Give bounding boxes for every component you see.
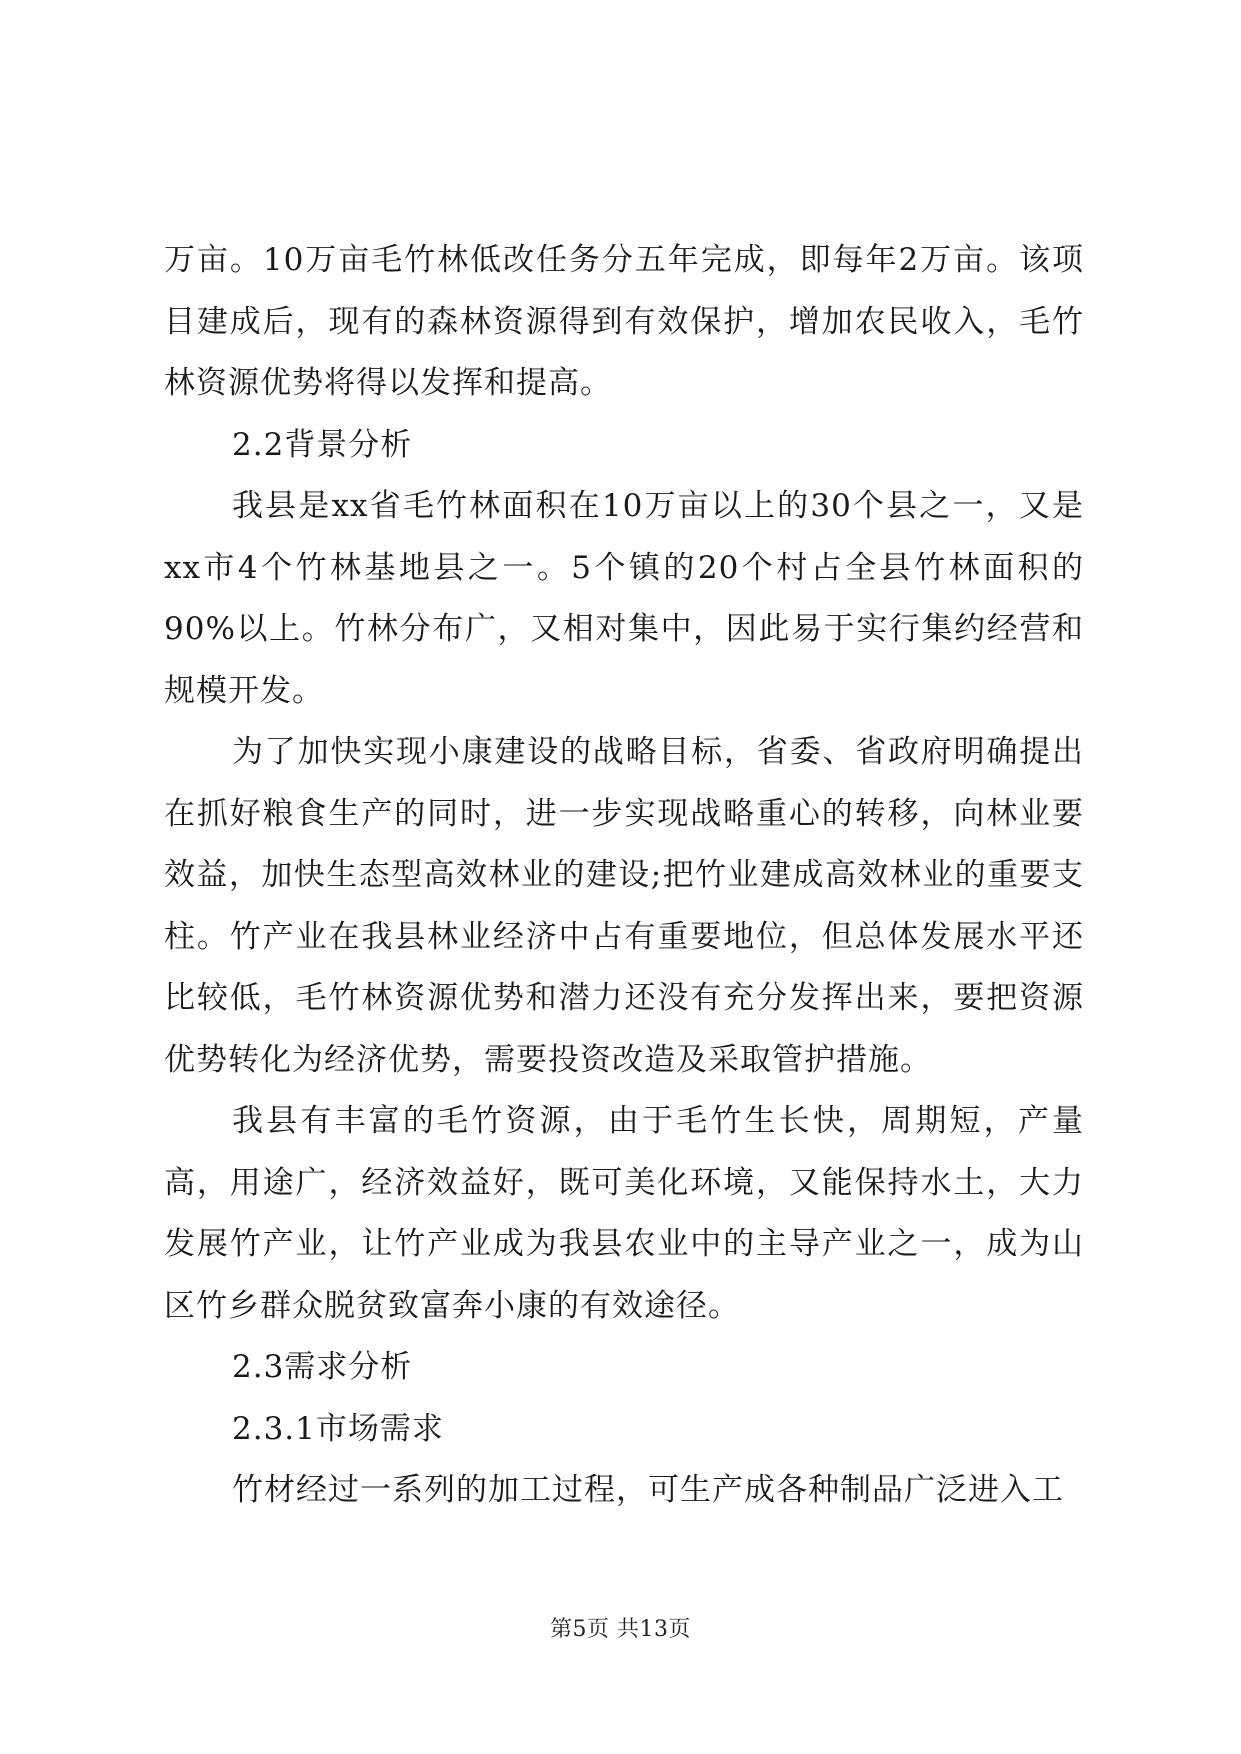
page-number-label: 第5页 共13页: [550, 1617, 691, 1642]
paragraph-continuation: 万亩。10万亩毛竹林低改任务分五年完成，即每年2万亩。该项目建成后，现有的森林资源得到有效保护，增加农民收入，毛竹林资源优势将得以发挥和提高。: [164, 242, 1084, 401]
section-heading-2-2: 2.2背景分析: [232, 426, 413, 463]
paragraph-background-1: 我县是xx省毛竹林面积在10万亩以上的30个县之一，又是xx市4个竹林基地县之一。5个镇的20个村占全县竹林面积的90%以上。竹林分布广，又相对集中，因此易于实行集约经营和规模开发。: [164, 488, 1084, 709]
section-heading-2-3: 2.3需求分析: [232, 1349, 413, 1385]
section-heading-2-3-1: 2.3.1市场需求: [232, 1410, 444, 1447]
paragraph-market-demand: 竹材经过一系列的加工过程，可生产成各种制品广泛进入工: [232, 1472, 1064, 1508]
document-body: [164, 230, 1084, 1522]
page-footer: [0, 1612, 1241, 1643]
paragraph-background-3: 我县有丰富的毛竹资源，由于毛竹生长快，周期短，产量高，用途广，经济效益好，既可美化环境，又能保持水土，大力发展竹产业，让竹产业成为我县农业中的主导产业之一，成为山区竹乡群众脱贫致富奔小康的有效途径。: [164, 1103, 1084, 1324]
paragraph-background-2: 为了加快实现小康建设的战略目标，省委、省政府明确提出在抓好粮食生产的同时，进一步实现战略重心的转移，向林业要效益，加快生态型高效林业的建设;把竹业建成高效林业的重要支柱。竹产业在我县林业经济中占有重要地位，但总体发展水平还比较低，毛竹林资源优势和潜力还没有充分发挥出来，要把资源优势转化为经济优势，需要投资改造及采取管护措施。: [164, 734, 1084, 1078]
